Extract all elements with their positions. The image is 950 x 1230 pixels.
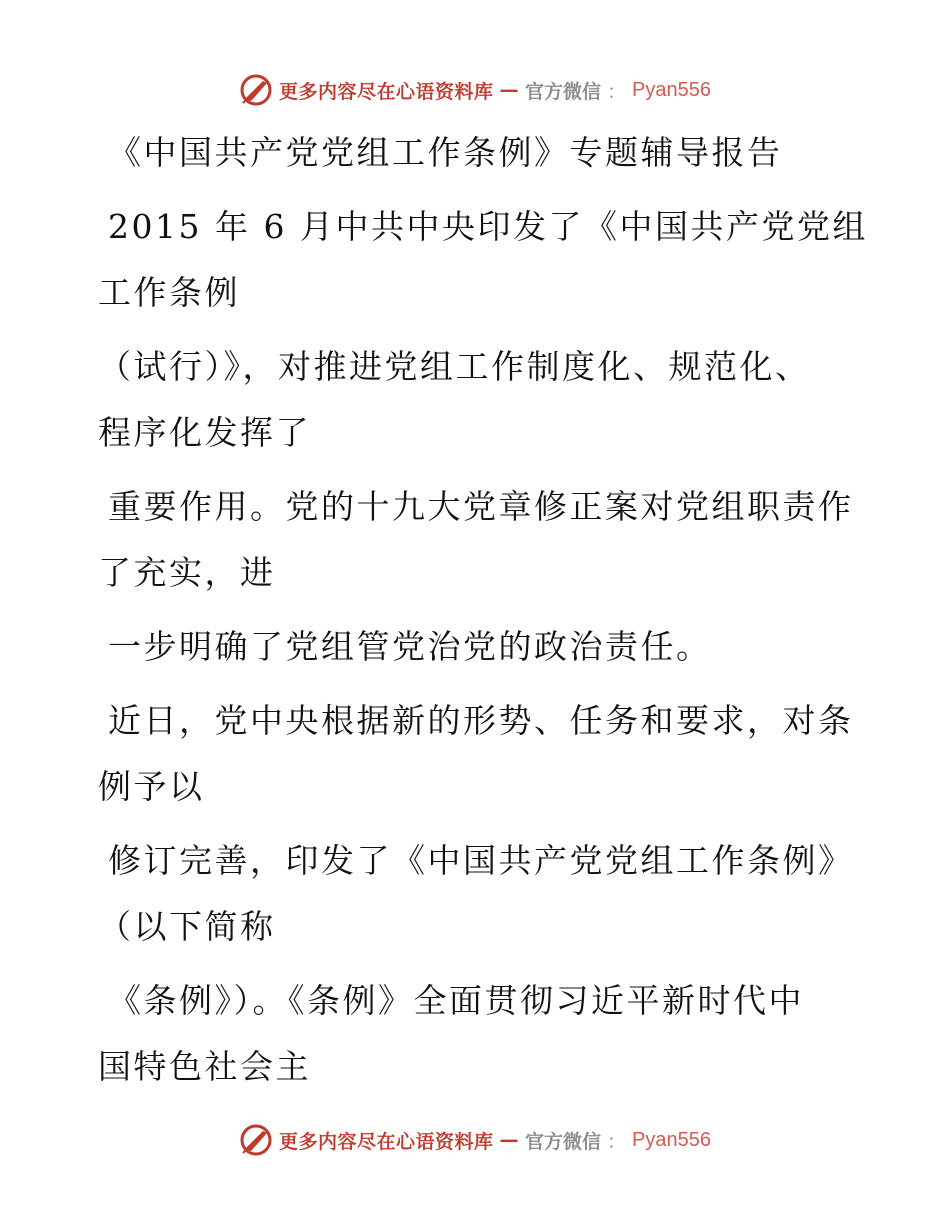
paragraph-line: 修订完善，印发了《中国共产党党组工作条例》 (108, 841, 854, 880)
footer-banner (0, 1120, 950, 1160)
banner-dash: — (499, 1129, 519, 1151)
paragraph-line: 重要作用。党的十九大党章修正案对党组职责作 (108, 487, 854, 526)
document-title: 《中国共产党党组工作条例》专题辅导报告 (108, 133, 783, 172)
paragraph-line: 了充实，进 (98, 553, 276, 592)
document-body (98, 120, 868, 1100)
banner-separator: ： (607, 1130, 627, 1153)
banner-separator: ： (607, 80, 627, 103)
paragraph-line: 工作条例 (98, 273, 240, 312)
header-banner (0, 70, 950, 110)
paragraph-line: 近日，党中央根据新的形势、任务和要求，对条 (108, 701, 854, 740)
paragraph-line: 例予以 (98, 767, 205, 806)
paragraph-line: 一步明确了党组管党治党的政治责任。 (108, 627, 712, 666)
banner-dash: — (499, 79, 519, 101)
banner-text: 更多内容尽在心语资料库 (278, 1130, 494, 1153)
quill-logo-icon (239, 1123, 273, 1157)
banner-wechat-id: Pyan556 (632, 1128, 711, 1151)
paragraph-line: 国特色社会主 (98, 1047, 311, 1086)
banner-text: 更多内容尽在心语资料库 (278, 80, 494, 103)
banner-wechat-label: 官方微信 (525, 1130, 602, 1153)
paragraph-line: （以下简称 (98, 907, 276, 946)
quill-logo-icon (239, 73, 273, 107)
paragraph-line: 《条例》）。《条例》全面贯彻习近平新时代中 (108, 981, 804, 1020)
paragraph-line: 程序化发挥了 (98, 413, 311, 452)
banner-wechat-id: Pyan556 (632, 78, 711, 101)
paragraph-line: 2015 年 6 月中共中央印发了《中国共产党党组 (108, 207, 868, 246)
paragraph-line: （试行）》，对推进党组工作制度化、规范化、 (98, 347, 811, 386)
banner-wechat-label: 官方微信 (525, 80, 602, 103)
